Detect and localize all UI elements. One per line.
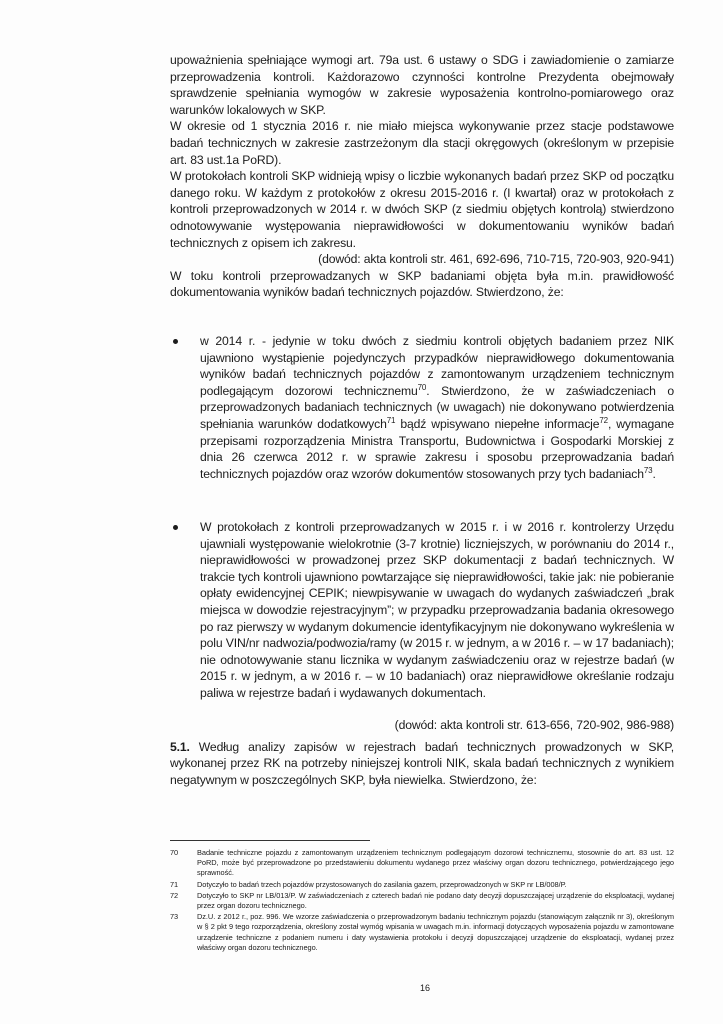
footnote-72: 72 Dotyczyło to SKP nr LB/013/P. W zaświadczeniach z czterech badań nie podano daty decyzji dopuszczającej urządzenie do eksploatacji, wydanej przez organ dozoru technicznego. [170,890,674,911]
evidence-citation-2: (dowód: akta kontroli str. 613-656, 720-902, 986-988) [394,718,674,732]
footnote-ref-72: 72 [599,415,608,425]
page-number: 16 [419,983,430,993]
footnote-ref-73: 73 [643,465,653,475]
footnote-73: 73 Dz.U. z 2012 r., poz. 996. We wzorze zaświadczenia o przeprowadzonym badaniu technicznym pojazdu (stanowiącym załącznik nr 3), określonym w § 2 pkt 9 tego rozporządzenia, określony został wymóg wpisania w uwagach m.in. informacji dotyczących wyposażenia pojazdu w zamontowane urządzenie techniczne z podaniem numeru i daty wystawienia protokołu i decyzji dopuszczającej urządzenie do eksploatacji, wydanej przez właściwy organ dozoru technicznego. [170,912,674,952]
bullet-text-2015-2016: W protokołach z kontroli przeprowadzanych w 2015 r. i w 2016 r. kontrolerzy Urzędu ujawniali występowanie wielokrotnie (3-7 krotnie) liczniejszych, w porównaniu do 2014 r., nieprawidłowości w prowadzonej przez SKP dokumentacji z badań technicznych. W trakcie tych kontroli ujawniono powtarzające się nieprawidłowości, takie jak: nie pobieranie opłaty ewidencyjnej CEPIK; niewpisywanie w uwagach do wydanych zaświadczeń „brak miejsca w dowodzie rejestracyjnym”; w przypadku przeprowadzania badania okresowego po raz pierwszy w wydanym dokumencie identyfikacyjnym nie dokonywano wykreślenia w polu VIN/nr nadwozia/podwozia/ramy (w 2015 r. w jednym, a w 2016 r. – w 17 badaniach); nie odnotowywanie stanu licznika w wydanym zaświadczeniu oraz w rejestrze badań (w 2015 r. w jednym, a w 2016 r. – w 10 badaniach) oraz nieprawidłowe określanie rodzaju paliwa w rejestrze badań i wydawanych dokumentach. [200,520,674,700]
footnote-divider [170,840,370,841]
footnote-70: 70 Badanie techniczne pojazdu z zamontowanym urządzeniem technicznym podlegającym dozorowi technicznemu, stosownie do art. 83 ust. 12 PoRD, może być przeprowadzone po przedstawieniu dokumentu wydanego przez właściwy organ dozoru technicznego, potwierdzającego jego sprawność. [170,848,674,878]
footnote-ref-71: 71 [386,415,396,425]
paragraph-intro: upoważnienia spełniające wymogi art. 79a ust. 6 ustawy o SDG i zawiadomienie o zamiarze przeprowadzenia kontroli. Każdorazowo czynności kontrolne Prezydenta obejmowały sprawdzenie spełniania wymogów w zakresie wyposażenia kontrolno-pomiarowego oraz warunków lokalowych w SKP. [170,53,674,117]
paragraph-period: W okresie od 1 stycznia 2016 r. nie miało miejsca wykonywanie przez stacje podstawowe badań technicznych w zakresie zastrzeżonym dla stacji okręgowych (określonym w przepisie art. 83 ust.1a PoRD). [170,119,674,167]
body-text-block-2 [170,717,674,788]
bullet-dot [173,339,178,344]
paragraph-control-scope: W toku kontroli przeprowadzanych w SKP badaniami objęta była m.in. prawidłowość dokumentowania wyników badań technicznych pojazdów. Stwierdzono, że: [170,268,674,300]
footnote-ref-70: 70 [417,382,427,392]
footnotes [170,848,674,954]
footnote-71: 71 Dotyczyło to badań trzech pojazdów przystosowanych do zasilania gazem, przeprowadzonych w SKP nr LB/008/P. [170,879,567,889]
section-5-1-paragraph: 5.1. Według analizy zapisów w rejestrach badań technicznych prowadzonych w SKP, wykonanej przez RK na potrzeby niniejszej kontroli NIK, skala badań technicznych z wynikiem negatywnym w poszczególnych SKP, była niewielka. Stwierdzono, że: [170,739,674,787]
bullet-item-2014 [170,333,674,482]
evidence-citation-1: (dowód: akta kontroli str. 461, 692-696, 710-715, 720-903, 920-941) [318,252,674,267]
section-number: 5.1. [170,739,190,754]
bullet-text-2014: w 2014 r. - jedynie w toku dwóch z siedmiu kontroli objętych badaniem przez NIK ujawniono wystąpienie pojedynczych przypadków nieprawidłowego dokumentowania wyników badań technicznych pojazdów z zamontowanym urządzeniem technicznym podlegającym dozorowi technicznemu$^{70}$. Stwierdzono, że w zaświadczeniach o przeprowadzonych badaniach technicznych (w uwagach) nie dokonywano potwierdzenia spełniania warunków dodatkowych$^{71}$ bądź wpisywano niepełne informacje$^{72}$, wymagane przepisami rozporządzenia Ministra Transportu, Budownictwa i Gospodarki Morskiej z dnia 26 czerwca 2012 r. w sprawie zakresu i sposobu przeprowadzania badań technicznych pojazdów oraz wzorów dokumentów stosowanych przy tych badaniach$^{73}$. [200,334,674,481]
bullet-item-2015-2016 [170,519,674,702]
paragraph-protocols: W protokołach kontroli SKP widnieją wpisy o liczbie wykonanych badań przez SKP od początku danego roku. W każdym z protokołów z okresu 2015-2016 r. (I kwartał) oraz w protokołach z kontroli przeprowadzonych w 2014 r. w dwóch SKP (z siedmiu objętych kontrolą) stwierdzono odnotowywanie występowania nieprawidłowości w dokumentowaniu wyników badań technicznych z opisem ich zakresu. [170,169,674,250]
bullet-dot [173,525,178,530]
body-text-block-1 [170,52,674,301]
